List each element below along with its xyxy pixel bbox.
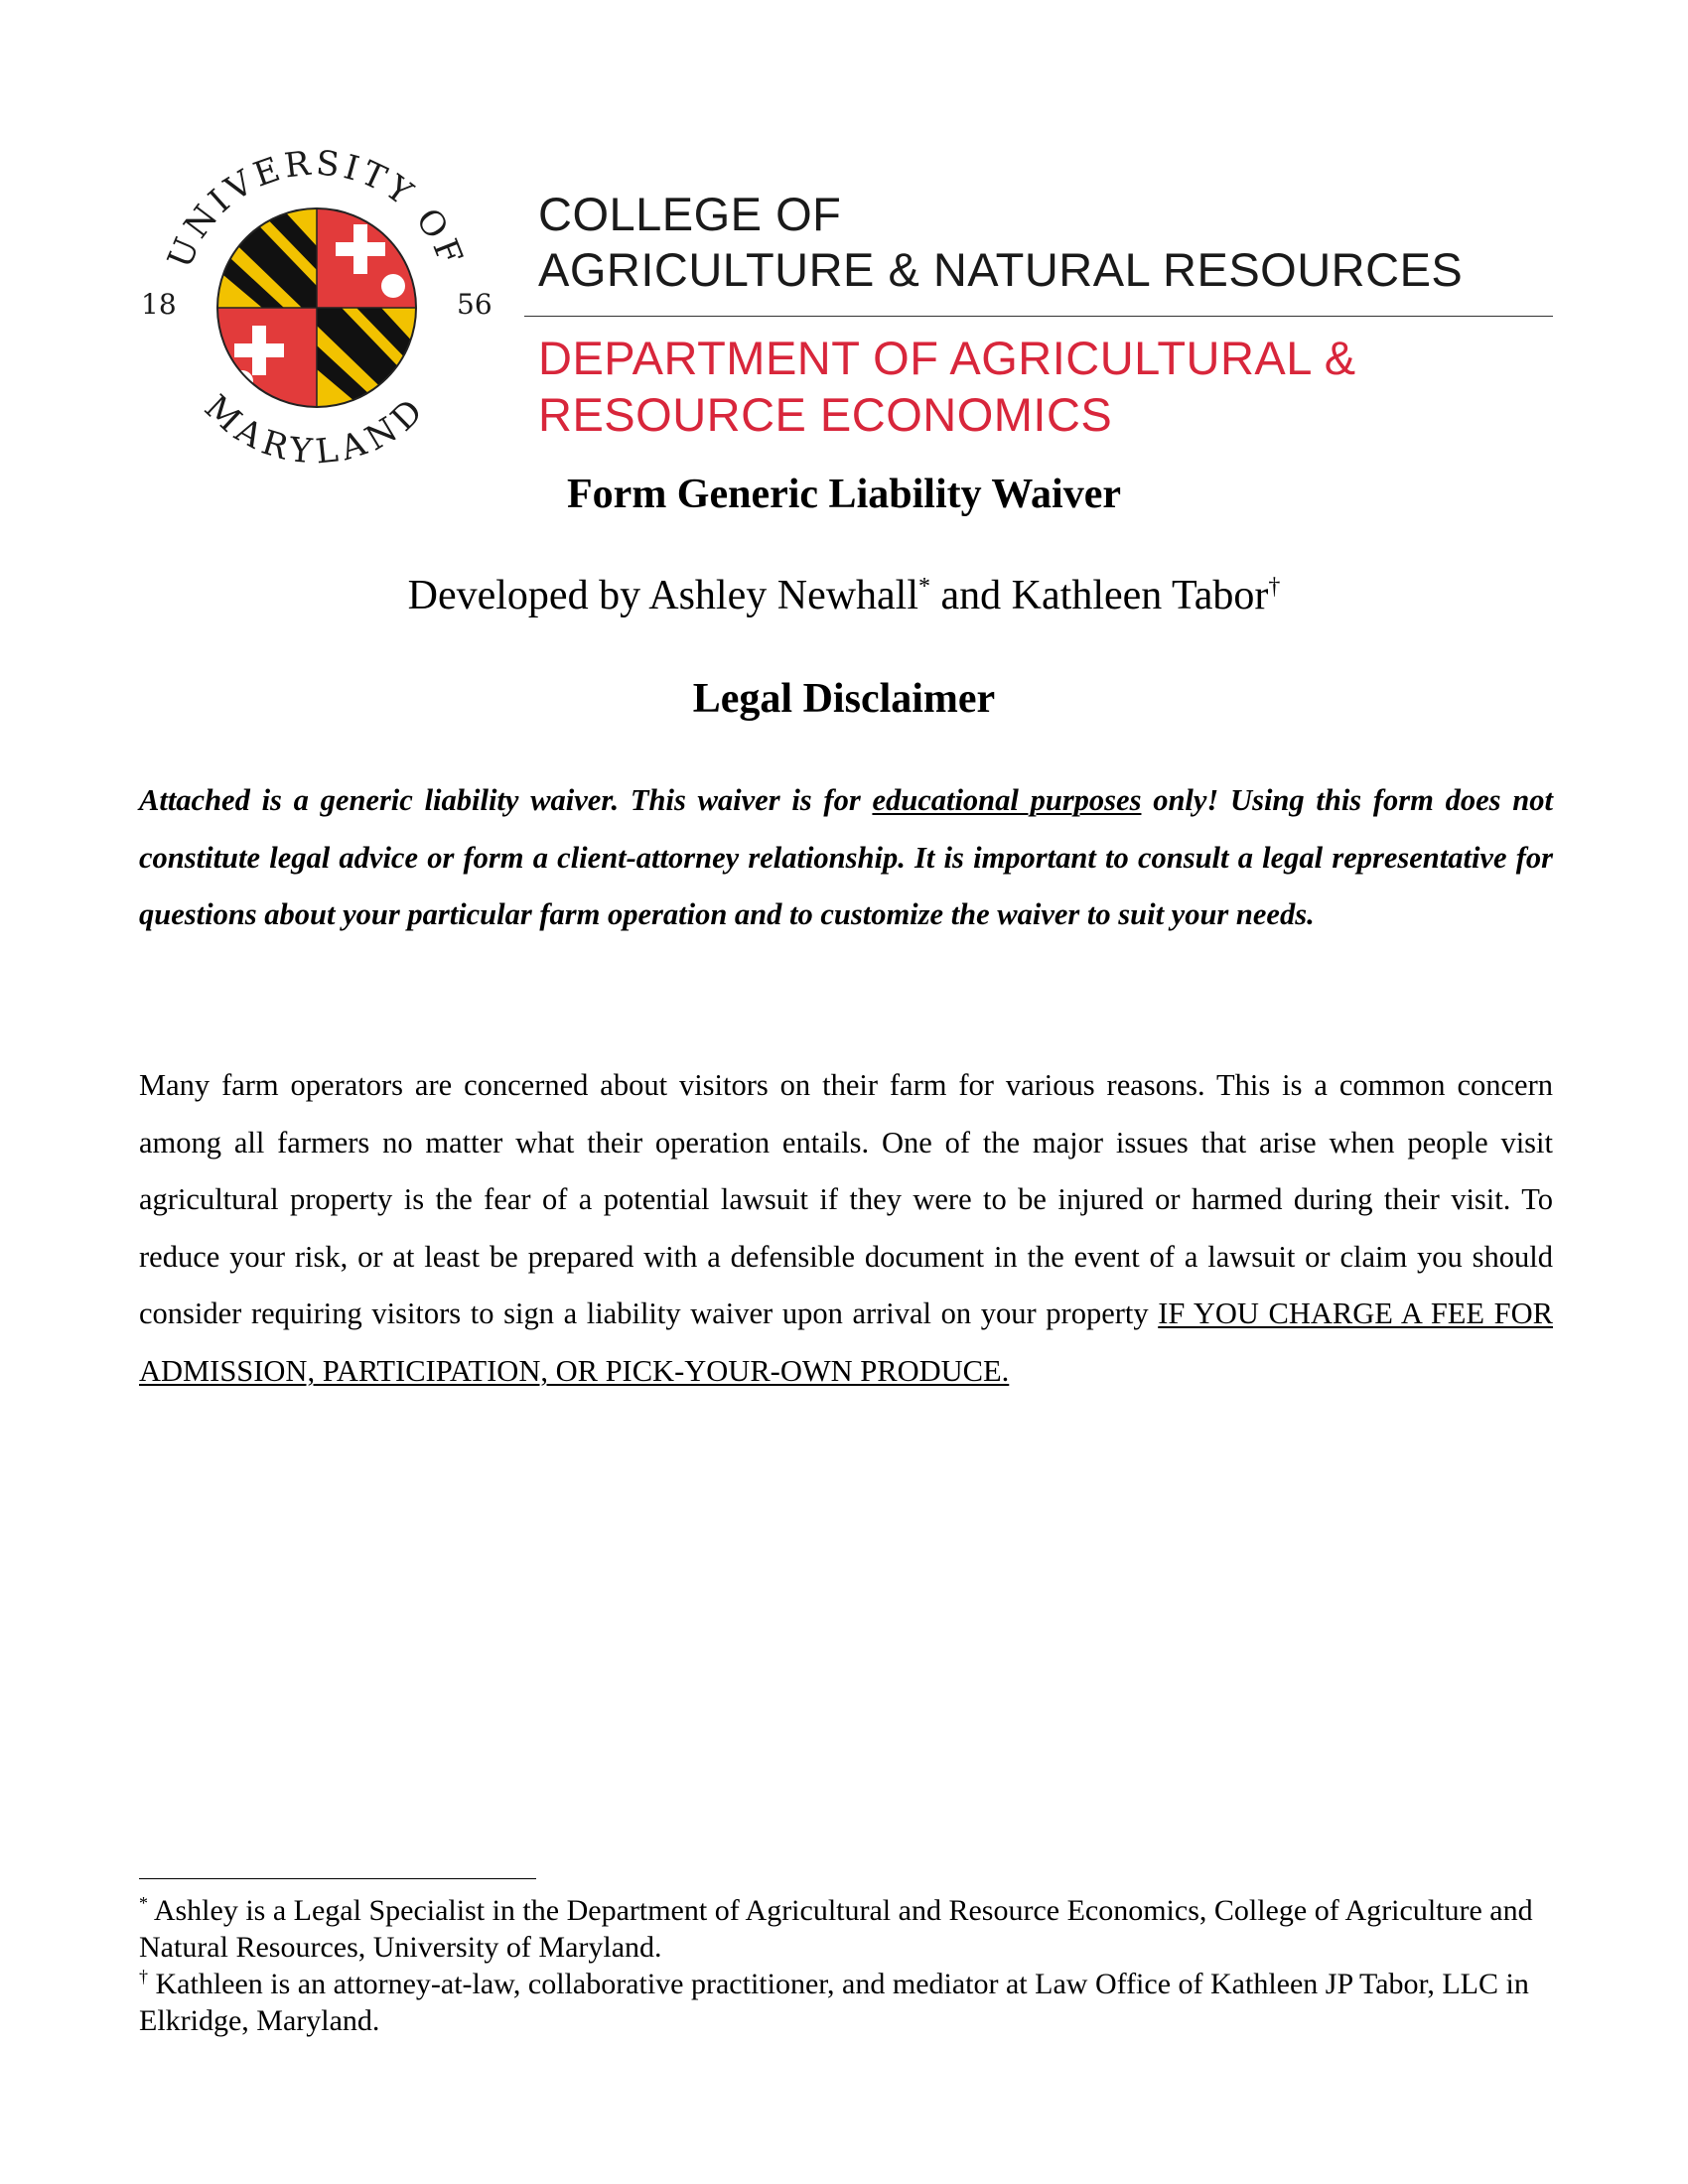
body-paragraph bbox=[139, 1057, 1553, 1400]
seal-top-text: UNIVERSITY OF bbox=[160, 147, 472, 274]
college-line-1: COLLEGE OF bbox=[538, 188, 842, 240]
body-text-1: Many farm operators are concerned about visitors on their farm for various reasons. This is a common concern among all farmers no matter what their operation entails. One of the major issues that arise when people visit agricultural property is the fear of a potential lawsuit if they were to be injured or harmed during their visit. To reduce your risk, or at least be prepared with a defensible document in the event of a lawsuit or claim you should consider requiring visitors to sign a liability waiver upon arrival on your property bbox=[139, 1068, 1553, 1330]
disclaimer-text-1: Attached is a generic liability waiver. This waiver is for bbox=[139, 783, 873, 817]
footnote-marker-2[interactable]: † bbox=[1268, 574, 1281, 600]
department-line-1: DEPARTMENT OF AGRICULTURAL & bbox=[538, 332, 1356, 384]
byline-prefix: Developed by Ashley Newhall bbox=[407, 573, 919, 618]
department-line-2: RESOURCE ECONOMICS bbox=[538, 388, 1113, 441]
college-name bbox=[538, 187, 1551, 298]
disclaimer-heading: Legal Disclaimer bbox=[692, 676, 996, 722]
college-line-2: AGRICULTURE & NATURAL RESOURCES bbox=[538, 243, 1464, 296]
footnotes bbox=[139, 1892, 1569, 2039]
footnote-marker-1[interactable]: * bbox=[918, 574, 931, 600]
university-seal-logo bbox=[133, 147, 500, 465]
footnote-1-mark: * bbox=[139, 1893, 148, 1913]
footnote-1 bbox=[139, 1892, 1569, 1966]
disclaimer-paragraph bbox=[139, 772, 1553, 944]
footnote-2-mark: † bbox=[139, 1967, 148, 1986]
disclaimer-underlined-text: educational purposes bbox=[872, 783, 1142, 817]
author-byline bbox=[0, 571, 1688, 620]
body-underlined-text: IF YOU CHARGE A FEE FOR ADMISSION, PARTICIPATION, OR PICK-YOUR-OWN PRODUCE. bbox=[139, 1297, 1553, 1388]
footnote-1-text: Ashley is a Legal Specialist in the Department of Agricultural and Resource Economics, College of Agriculture and Natural Resources, University of Maryland. bbox=[139, 1894, 1533, 1964]
seal-year-right: 56 bbox=[457, 288, 492, 321]
seal-year-left: 18 bbox=[141, 288, 177, 321]
department-name bbox=[538, 330, 1551, 443]
byline-middle: and Kathleen Tabor bbox=[930, 573, 1269, 618]
footnote-2-text: Kathleen is an attorney-at-law, collaborative practitioner, and mediator at Law Office of Kathleen JP Tabor, LLC in Elkridge, Maryland. bbox=[139, 1968, 1529, 2037]
document-title: Form Generic Liability Waiver bbox=[567, 472, 1121, 517]
seal-bottom-text: MARYLAND bbox=[196, 387, 435, 465]
footnote-separator bbox=[139, 1878, 536, 1879]
footnote-2 bbox=[139, 1966, 1569, 2039]
disclaimer-text-2: only! Using this form does not constitute legal advice or form a client-attorney relationship. It is important to consult a legal representative for questions about your particular farm operation and to customize the waiver to suit your needs. bbox=[139, 783, 1553, 931]
header-divider bbox=[524, 316, 1553, 317]
